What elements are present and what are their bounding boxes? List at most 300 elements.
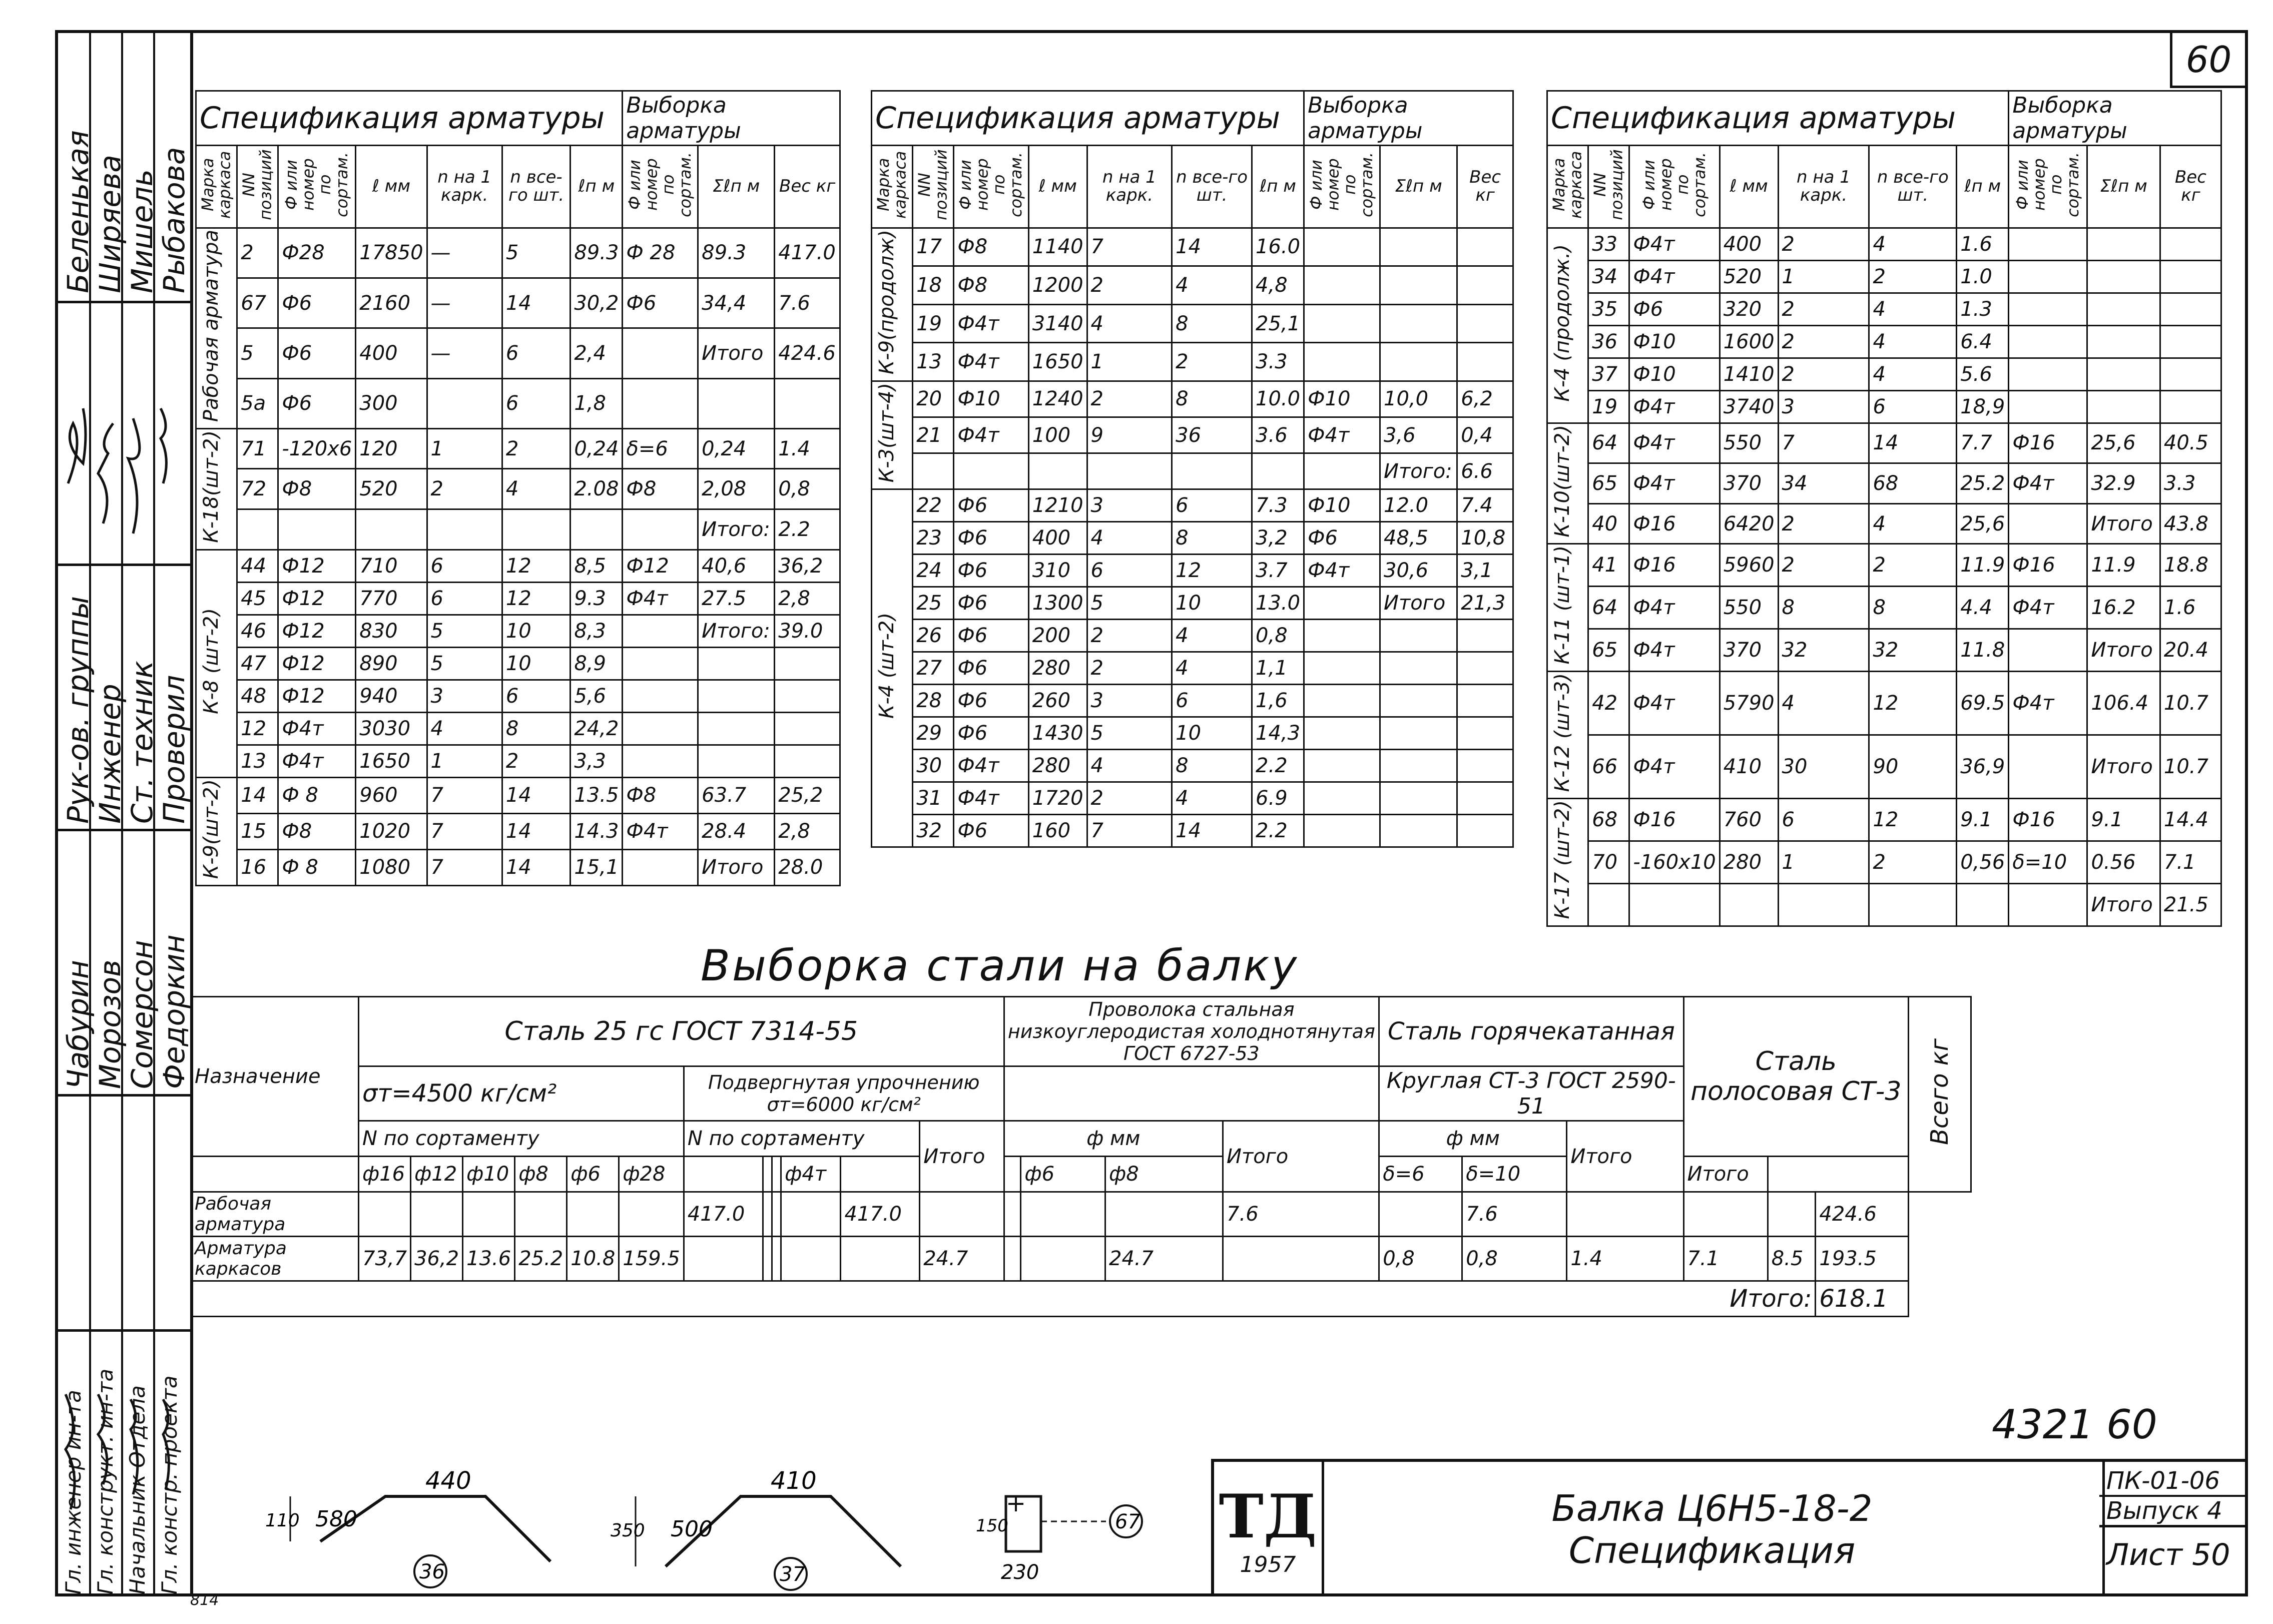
spec-cell [623,378,698,428]
spec-cell: 4 [1869,293,1957,325]
spec-cell: Ф4т [954,304,1028,343]
header-label: NN позиций [239,149,275,220]
frame-mark: К-8 (шт-2) [200,608,223,714]
dim-37-side: 500 [671,1516,713,1542]
spec-cell [2009,325,2087,358]
spec-cell: 5790 [1720,671,1778,735]
spec-cell: 4 [1087,522,1172,555]
spec-cell: 400 [1720,228,1778,260]
sketch-bar-37 [611,1466,921,1591]
sheet-number: 60 [2170,33,2245,88]
column-header: Вес кг [1457,146,1513,228]
column-header [954,146,1028,228]
spec-row [872,343,1513,381]
spec-cell: 120 [356,428,427,469]
spec-cell [1380,717,1457,750]
steel-cell: 417.0 [684,1192,763,1237]
role-dept-head: Начальник Отдела [125,1385,150,1594]
spec-cell: 26 [913,620,954,652]
spec-cell [1629,883,1720,926]
spec-cell: 5 [427,615,502,647]
spec-cell: 0,8 [1252,620,1304,652]
frame-mark: К-4 (шт-2) [875,613,898,719]
spec-cell: 14 [1172,815,1252,847]
spec-cell: Ф12 [278,550,356,582]
spec-cell [1304,782,1380,815]
spec-cell: Ф4т [278,712,356,745]
spec-cell: 424.6 [775,328,840,378]
spec-cell: 7 [427,777,502,813]
column-header: n все-го шт. [502,146,571,228]
spec-cell: 6 [502,680,571,712]
spec-row [872,555,1513,587]
spec-cell: 1.3 [1957,293,2009,325]
spec-cell: Ф16 [2009,799,2087,841]
spec-row [196,777,840,813]
strip-steel-header: Сталь полосовая СТ-3 [1683,997,1908,1157]
spec-cell: 16 [237,849,278,885]
spec-cell: 11.9 [1957,544,2009,587]
spec-cell [2160,390,2221,423]
spec-cell: 70 [1588,841,1629,884]
spec-cell: 32 [1778,629,1869,672]
spec-cell [1304,717,1380,750]
steel-cell [619,1192,684,1237]
spec-cell: 8 [1778,587,1869,629]
spec-row [196,378,840,428]
spec-row [1547,463,2221,504]
spec-cell: 10.7 [2160,671,2221,735]
spec-cell: 65 [1588,629,1629,672]
title-block [1211,1459,2248,1596]
spec-cell [1304,453,1380,489]
spec-cell: 106.4 [2087,671,2160,735]
spec-cell: 37 [1588,358,1629,390]
itogo-hot: Итого [1567,1121,1683,1192]
column-header: ℓ мм [356,146,427,228]
spec-cell: 2,4 [571,328,623,378]
spec-cell: 34 [1588,260,1629,293]
spec-cell: 2 [1087,620,1172,652]
selection-title: Выборка арматуры [623,91,840,146]
sketch-bar-67 [976,1481,1166,1596]
spec-cell: 710 [356,550,427,582]
frame-mark: К-12 (шт-3) [1551,673,1574,792]
spec-row [1547,423,2221,463]
spec-cell: 2 [237,228,278,278]
dim-37-top: 410 [771,1467,817,1495]
spec-cell: 0,8 [775,469,840,509]
spec-cell: 5,6 [571,680,623,712]
corner-mark: 814 [190,1591,219,1609]
spec-cell: 12 [502,582,571,615]
spec-cell: 4 [502,469,571,509]
spec-cell: Итого [698,328,775,378]
frame-mark: Рабочая арматура [200,229,223,422]
spec-row [1547,325,2221,358]
spec-cell: 35 [1588,293,1629,325]
spec-row [872,228,1513,266]
spec-table-1 [195,90,841,886]
spec-cell: Ф6 [954,587,1028,620]
spec-cell: Ф16 [1629,503,1720,544]
spec-cell: Ф4т [2009,587,2087,629]
spec-cell: 1430 [1028,717,1087,750]
spec-cell: 10 [502,615,571,647]
spec-cell: Итого: [698,509,775,550]
spec-cell: 30 [913,750,954,782]
spec-cell: 4,8 [1252,266,1304,305]
spec-row [196,509,840,550]
spec-cell: 10,8 [1457,522,1513,555]
steel-cell: 159.5 [619,1237,684,1281]
spec-cell: Ф6 [954,555,1028,587]
spec-cell: 33 [1588,228,1629,260]
name-morozov: Морозов [93,959,127,1089]
spec-cell: 940 [356,680,427,712]
spec-cell: Ф4т [954,750,1028,782]
spec-cell: 6.4 [1957,325,2009,358]
spec-cell: 44 [237,550,278,582]
frame-mark-cell [872,228,913,381]
spec-cell: Ф4т [1629,735,1720,799]
steel-subcol: ф8 [1105,1157,1223,1192]
spec-cell: 2 [502,745,571,777]
spec-cell: Ф4т [1629,390,1720,423]
frame-mark: К-9(продолж) [875,229,898,374]
spec-table-3 [1546,90,2222,927]
spec-cell [1304,652,1380,685]
spec-cell [2087,260,2160,293]
spec-cell: 12 [1172,555,1252,587]
spec-cell: 1650 [356,745,427,777]
spec-cell [623,745,698,777]
spec-cell: 1240 [1028,381,1087,417]
sketch-bar-36 [260,1466,571,1591]
spec-cell: 3,3 [571,745,623,777]
spec-cell [1457,685,1513,717]
spec-cell: 3.3 [2160,463,2221,504]
spec-cell [2160,325,2221,358]
dim-36-side: 580 [315,1506,357,1532]
spec-row [872,266,1513,305]
spec-cell: 1.6 [2160,587,2221,629]
spec-row [196,428,840,469]
spec-cell: 30 [1778,735,1869,799]
column-header: Σℓп м [2087,146,2160,228]
steel-row-working [191,1192,1971,1237]
spec-cell: 1020 [356,813,427,849]
spec-row [872,782,1513,815]
steel-cell [567,1192,619,1237]
spec-cell [1380,685,1457,717]
spec-cell: 12.0 [1380,489,1457,522]
spec-row [872,522,1513,555]
spec-cell: Ф10 [1304,489,1380,522]
spec-cell: 2 [1778,228,1869,260]
spec-cell: 520 [1720,260,1778,293]
spec-row [1547,799,2221,841]
spec-row [196,469,840,509]
steel-cell: 13.6 [463,1237,515,1281]
steel-row-label: Рабочая арматура [191,1192,359,1237]
spec-title: Спецификация арматуры [1547,91,2009,146]
spec-cell: 4 [1172,782,1252,815]
name-somerson: Сомерсон [125,940,159,1089]
spec-row [872,587,1513,620]
spec-cell: Ф4т [1629,587,1720,629]
steel-subcol: δ=6 [1379,1157,1462,1192]
spec-cell: 45 [237,582,278,615]
spec-row [1547,883,2221,926]
steel-subcolumns [191,1157,1971,1192]
spec-cell: Итого [2087,883,2160,926]
mark-37: 37 [780,1563,805,1586]
spec-cell: 63.7 [698,777,775,813]
spec-cell [1380,620,1457,652]
column-header [278,146,356,228]
spec-cell: 10.7 [2160,735,2221,799]
spec-cell: 21.5 [2160,883,2221,926]
spec-cell: 16.2 [2087,587,2160,629]
spec-cell: 1 [1778,841,1869,884]
spec-cell [698,647,775,680]
logo-year: 1957 [1240,1551,1296,1577]
spec-row [196,849,840,885]
spec-cell [698,745,775,777]
steel-cell: 36,2 [411,1237,463,1281]
steel-cell [1004,1192,1021,1237]
steel-cell [463,1192,515,1237]
spec-cell: 8,9 [571,647,623,680]
approval-stamp [55,30,190,1596]
spec-cell: 2.2 [1252,815,1304,847]
spec-cell: 39.0 [775,615,840,647]
column-header [872,146,913,228]
spec-cell: 14 [502,813,571,849]
spec-cell [2009,228,2087,260]
spec-cell: 13.0 [1252,587,1304,620]
spec-cell: 4 [1087,304,1172,343]
header-label: Ф или номер по сортам. [2013,152,2082,218]
spec-cell: 43.8 [2160,503,2221,544]
spec-cell: Ф10 [1304,381,1380,417]
spec-cell: Ф16 [2009,423,2087,463]
spec-cell [775,680,840,712]
spec-cell: 2 [1087,652,1172,685]
spec-cell: 5 [237,328,278,378]
spec-cell: 67 [237,278,278,328]
spec-cell: Ф8 [623,777,698,813]
spec-cell: 3,2 [1252,522,1304,555]
spec-cell: 1,8 [571,378,623,428]
spec-cell: 25,2 [775,777,840,813]
spec-cell [356,509,427,550]
spec-cell: 14 [1172,228,1252,266]
role-group-head: Рук-ов. группы [61,596,95,824]
spec-cell: 25,6 [1957,503,2009,544]
spec-cell: 0,24 [571,428,623,469]
spec-cell: 14.3 [571,813,623,849]
spec-cell: 30,6 [1380,555,1457,587]
steel-cell: 24.7 [1105,1237,1223,1281]
frame-mark-cell [1547,228,1588,423]
spec-cell: 21 [913,417,954,453]
spec-cell: 6420 [1720,503,1778,544]
steel-cell: 25.2 [515,1237,567,1281]
spec-cell: 2 [1087,381,1172,417]
spec-cell: Итого [2087,503,2160,544]
spec-cell: 28 [913,685,954,717]
spec-cell: 25 [913,587,954,620]
frame-mark-cell [872,489,913,847]
spec-row [196,328,840,378]
spec-cell [1869,883,1957,926]
frame-mark: К-3(шт-4) [875,382,898,483]
column-header: n все-го шт. [1869,146,1957,228]
spec-row [196,813,840,849]
frame-mark: К-11 (шт-1) [1551,546,1574,665]
steel-cell [1567,1192,1683,1237]
spec-cell [623,615,698,647]
spec-cell: δ=6 [623,428,698,469]
spec-cell: 4 [1778,671,1869,735]
spec-cell [1304,815,1380,847]
spec-cell: -120х6 [278,428,356,469]
spec-cell: Ф8 [954,266,1028,305]
name-shiryaeva: Ширяева [93,155,127,293]
total-header [1909,997,1971,1192]
spec-cell: 13 [913,343,954,381]
grand-total-label: Итого: [191,1281,1816,1317]
steel-cell: 424.6 [1816,1192,1909,1237]
spec-row [196,228,840,278]
n-sort-1: N по сортаменту [359,1121,684,1157]
spec-cell [1957,883,2009,926]
spec-cell: Ф12 [278,615,356,647]
spec-cell: 14 [502,278,571,328]
steel-subcol [841,1157,920,1192]
spec-cell: 200 [1028,620,1087,652]
steel-subcol: ф6 [567,1157,619,1192]
spec-cell: 1 [427,428,502,469]
spec-row [1547,503,2221,544]
spec-cell [1457,782,1513,815]
spec-cell: 48 [237,680,278,712]
spec-cell: 42 [1588,671,1629,735]
spec-cell [1380,652,1457,685]
spec-row [1547,390,2221,423]
spec-cell: Ф6 [954,685,1028,717]
dim-37-h: 350 [611,1520,645,1541]
spec-cell: 14.4 [2160,799,2221,841]
spec-cell: 12 [502,550,571,582]
column-header: n на 1 карк. [1087,146,1172,228]
spec-cell: 36 [1588,325,1629,358]
spec-cell: Ф4т [1629,228,1720,260]
header-label: Ф или номер по сортам. [625,152,695,218]
spec-cell: 417.0 [775,228,840,278]
spec-cell: Ф6 [954,620,1028,652]
frame-mark: К-9(шт-2) [200,779,223,879]
spec-cell: 7.7 [1957,423,2009,463]
series-code: ПК-01-06 [2099,1462,2248,1497]
steel-subcol: Итого [1683,1157,1768,1192]
spec-cell: 10 [1172,587,1252,620]
steel-cell: 7.6 [1462,1192,1567,1237]
steel-cell [781,1237,841,1281]
name-mishel: Мишель [125,169,159,293]
steel-subcol [684,1157,763,1192]
spec-cell: 24,2 [571,712,623,745]
spec-cell [775,712,840,745]
spec-cell: 64 [1588,423,1629,463]
spec-cell: 8,5 [571,550,623,582]
spec-cell: -160х10 [1629,841,1720,884]
spec-cell: 5 [1087,717,1172,750]
steel-cell [772,1237,781,1281]
spec-cell [1457,343,1513,381]
spec-cell: 2 [1778,325,1869,358]
spec-cell: 25,6 [2087,423,2160,463]
spec-cell [502,509,571,550]
spec-cell [1457,266,1513,305]
spec-cell [1457,304,1513,343]
frame-mark-cell [872,381,913,489]
spec-cell: 400 [356,328,427,378]
spec-cell [2160,260,2221,293]
spec-cell: 0.56 [2087,841,2160,884]
spec-cell: Ф6 [954,815,1028,847]
spec-cell: 25.2 [1957,463,2009,504]
spec-cell: 15,1 [571,849,623,885]
frame-mark-cell [1547,671,1588,798]
header-label: Марка каркаса [1549,151,1585,219]
spec-cell: 3,1 [1457,555,1513,587]
spec-cell: Ф6 [954,489,1028,522]
spec-cell: 3.7 [1252,555,1304,587]
spec-cell: 16.0 [1252,228,1304,266]
spec-cell: 14 [1869,423,1957,463]
steel-subcol: ф6 [1021,1157,1105,1192]
wire-header: Проволока стальная низкоуглеродистая холоднотянутая ГОСТ 6727-53 [1004,997,1379,1066]
spec-cell: 370 [1720,629,1778,672]
spec-cell: Ф12 [278,582,356,615]
spec-cell: 8 [1172,750,1252,782]
spec-row [1547,587,2221,629]
spec-cell: Ф 8 [278,849,356,885]
column-header: ℓ мм [1028,146,1087,228]
spec-cell: 28.0 [775,849,840,885]
spec-cell [623,328,698,378]
spec-row [1547,293,2221,325]
name-belenkaya: Беленькая [61,130,95,293]
spec-cell [775,378,840,428]
spec-cell: 28.4 [698,813,775,849]
spec-row [1547,228,2221,260]
spec-cell [237,509,278,550]
spec-cell [1457,717,1513,750]
spec-cell: 89.3 [571,228,623,278]
spec-cell: 12 [237,712,278,745]
spec-cell: 4 [1172,266,1252,305]
spec-cell: 2 [1869,544,1957,587]
spec-cell: 19 [913,304,954,343]
spec-row [1547,544,2221,587]
spec-cell [623,849,698,885]
spec-cell [623,712,698,745]
spec-cell: Ф4т [2009,463,2087,504]
